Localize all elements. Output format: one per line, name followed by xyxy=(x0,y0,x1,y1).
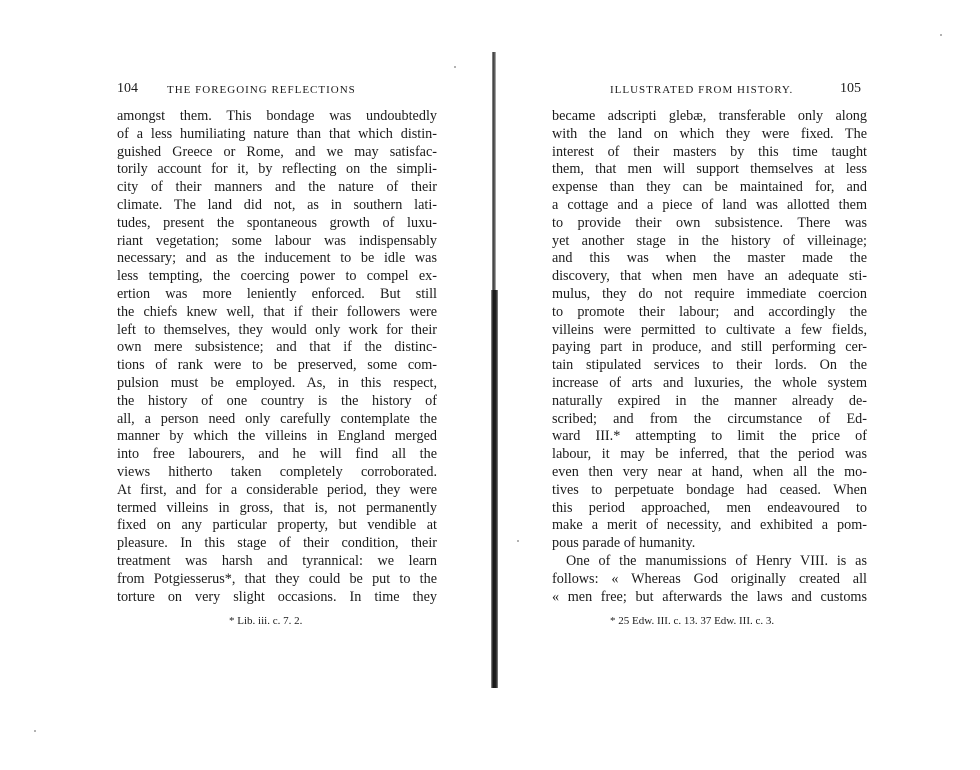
book-gutter-shadow xyxy=(491,290,498,688)
text-line: ward III.* attempting to limit the price of xyxy=(552,428,867,445)
text-line: amongst them. This bondage was undoubtedly xyxy=(117,108,437,124)
right-footnote: * 25 Edw. III. c. 13. 37 Edw. III. c. 3. xyxy=(610,615,775,627)
text-line: yet another stage in the history of villeinage; xyxy=(552,232,867,249)
text-line: them, that men will support themselves at less xyxy=(552,161,867,178)
text-line: tain stipulated services to their lords. On the xyxy=(552,357,867,374)
left-running-head: THE FOREGOING REFLECTIONS xyxy=(167,84,356,96)
text-line: even then very near at hand, when all the mo- xyxy=(552,463,867,480)
text-line: paying part in produce, and still performing cer- xyxy=(552,339,867,356)
text-line: necessary; and as the inducement to be idle was xyxy=(117,250,437,267)
text-line: « men free; but afterwards the laws and customs xyxy=(552,588,867,605)
right-page xyxy=(500,0,980,770)
text-line: this period approached, men endeavoured to xyxy=(552,499,867,516)
text-line: pleasure. In this stage of their condition, their xyxy=(117,535,437,552)
text-line: increase of arts and luxuries, the whole system xyxy=(552,374,867,391)
text-line: ertion was more leniently enforced. But still xyxy=(117,285,437,302)
text-line: climate. The land did not, as in southern lati- xyxy=(117,196,437,213)
right-running-head: ILLUSTRATED FROM HISTORY. xyxy=(610,84,794,96)
text-line: One of the manumissions of Henry VIII. is as xyxy=(566,552,867,569)
text-line: tions of rank were to be preserved, some com- xyxy=(117,357,437,374)
text-line: and this was when the master made the xyxy=(552,250,867,267)
text-line: interest of their masters by this time taught xyxy=(552,143,867,160)
text-line: follows: « Whereas God originally created all xyxy=(552,570,867,587)
text-line: guished Greece or Rome, and we may satisfac- xyxy=(117,143,437,160)
text-line: labour, it may be inferred, that the period was xyxy=(552,446,867,463)
text-line: tives to perpetuate bondage had ceased. When xyxy=(552,481,867,498)
text-line: to provide their own subsistence. There was xyxy=(552,214,867,231)
text-line: became adscripti glebæ, transferable only along xyxy=(552,108,867,124)
text-line: At first, and for a considerable period, they were xyxy=(117,481,437,498)
text-line: from Potgiesserus*, that they could be put to the xyxy=(117,570,437,587)
text-line: into free labourers, and he will find all the xyxy=(117,446,437,463)
text-line: make a merit of necessity, and exhibited a pom- xyxy=(552,517,867,534)
text-line: termed villeins in gross, that is, not permanently xyxy=(117,499,437,516)
text-line: pous parade of humanity. xyxy=(552,535,696,552)
text-line: manner by which the villeins in England merged xyxy=(117,428,437,445)
text-line: scribed; and from the circumstance of Ed- xyxy=(552,410,867,427)
text-line: the chiefs knew well, that if their followers were xyxy=(117,303,437,320)
text-line: own mere subsistence; and that if the distinc- xyxy=(117,339,437,356)
right-body-text xyxy=(552,108,867,606)
text-line: to promote their labour; and accordingly the xyxy=(552,303,867,320)
text-line: city of their manners and the nature of their xyxy=(117,179,437,196)
text-line: treatment was harsh and tyrannical: we learn xyxy=(117,552,437,569)
text-line: torily account for it, by reflecting on the simpli- xyxy=(117,161,437,178)
text-line: torture on very slight occasions. In time they xyxy=(117,588,437,605)
text-line: mulus, they do not require immediate coercion xyxy=(552,285,867,302)
text-line: with the land on which they were fixed. The xyxy=(552,125,867,142)
text-line: less tempting, the coercing power to compel ex- xyxy=(117,268,437,285)
text-line: left to themselves, they would only work for their xyxy=(117,321,437,338)
text-line: tudes, present the spontaneous growth of luxu- xyxy=(117,214,437,231)
left-body-text xyxy=(117,108,437,606)
right-page-number: 105 xyxy=(840,81,861,96)
text-line: discovery, that when men have an adequate sti- xyxy=(552,268,867,285)
text-line: of a less humiliating nature than that which distin- xyxy=(117,125,437,142)
left-footnote: * Lib. iii. c. 7. 2. xyxy=(229,615,303,627)
text-line: a cottage and a piece of land was allotted them xyxy=(552,196,867,213)
text-line: all, a person need only carefully contemplate the xyxy=(117,410,437,427)
text-line: expense than they can be maintained for, and xyxy=(552,179,867,196)
text-line: views hitherto taken completely corroborated. xyxy=(117,463,437,480)
text-line: riant vegetation; some labour was indispensably xyxy=(117,232,437,249)
left-page-number: 104 xyxy=(117,81,138,96)
text-line: fixed on any particular property, but vendible at xyxy=(117,517,437,534)
text-line: the history of one country is the history of xyxy=(117,392,437,409)
text-line: villeins were permitted to cultivate a few fields, xyxy=(552,321,867,338)
text-line: pulsion must be employed. As, in this respect, xyxy=(117,374,437,391)
text-line: naturally expired in the manner already de- xyxy=(552,392,867,409)
